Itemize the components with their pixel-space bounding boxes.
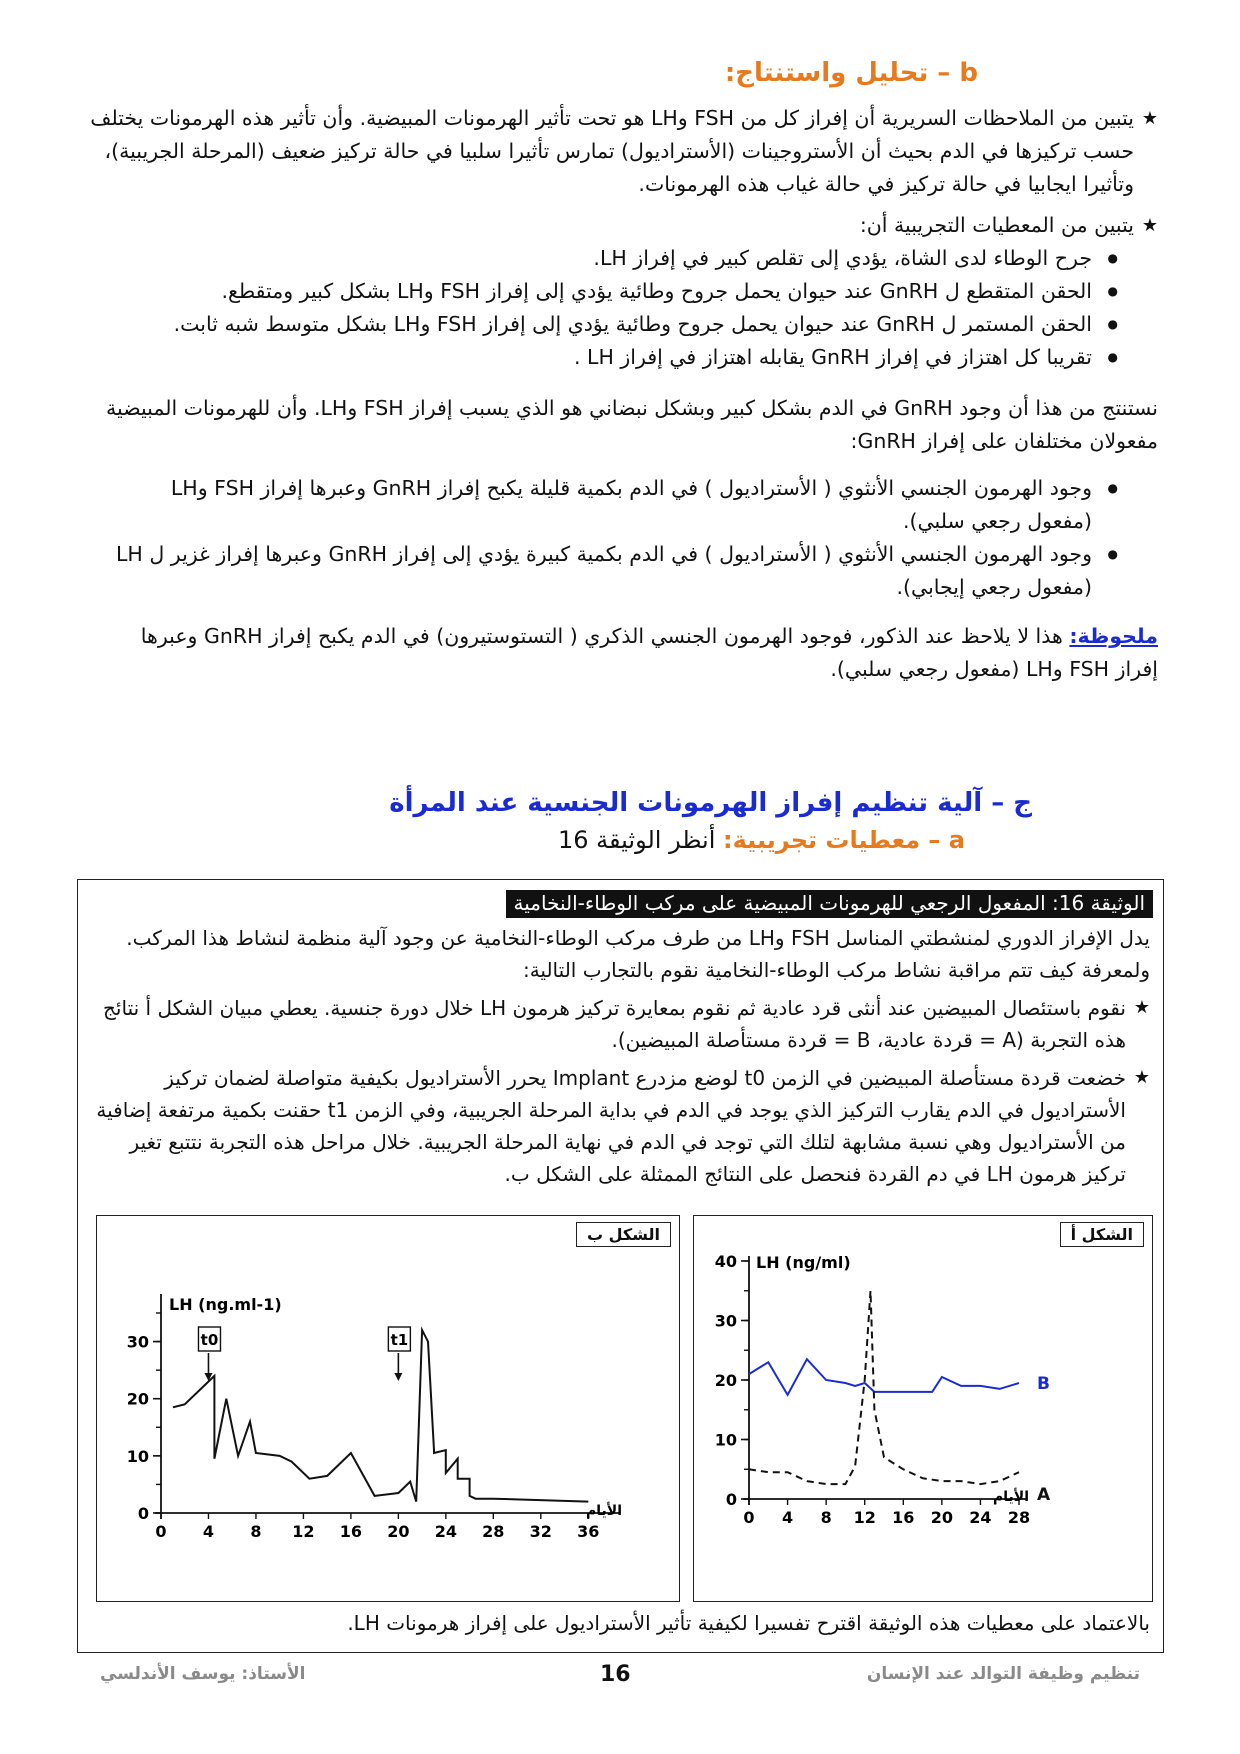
x-tick-label: 4 [782, 1508, 794, 1527]
x-tick-label: 28 [482, 1522, 505, 1541]
experiment-1: ★ نقوم باستئصال المبيضين عند أنثى قرد عادية ثم نقوم بمعايرة تركيز هرمون LH خلال دورة جنسية. يعطي مبيان الشكل أ نتائج هذه التجربة (A = قردة عادية، B = قردة مستأصلة المبيضين). [90, 992, 1150, 1056]
annotation-arrowhead-t1 [394, 1373, 402, 1381]
x-tick-label: 24 [434, 1522, 457, 1541]
chart-a [694, 1216, 1152, 1601]
series-line-lh [173, 1330, 588, 1502]
chart-b-panel [96, 1215, 680, 1602]
x-tick-label: 20 [387, 1522, 410, 1541]
x-tick-label: 20 [930, 1508, 953, 1527]
observation-clinical: ★ يتبين من الملاحظات السريرية أن إفراز كل من FSH وLH هو تحت تأثير الهرمونات المبيضية. وأن تأثير هذه الهرمونات يختلف حسب تركيزها في الدم بحيث أن الأستروجينات (الأستراديول) تمارس تأثيرا سلبيا في حالة تركيز ضعيف (المرحلة الجريبية)، وتأثيرا ايجابيا في حالة تركيز في حالة غياب هذه الهرمونات. [76, 102, 1158, 201]
subsection-a-heading [300, 826, 965, 854]
annotation-label-t0: t0 [200, 1331, 219, 1349]
list-item: ● وجود الهرمون الجنسي الأنثوي ( الأستراديول ) في الدم بكمية قليلة يكبح إفراز GnRH وعبرها إفراز FSH وLH (مفعول رجعي سلبي). [110, 472, 1118, 538]
list-item: ● جرح الوطاء لدى الشاة، يؤدي إلى تقلص كبير في إفراز LH. [76, 242, 1118, 275]
x-tick-label: 12 [853, 1508, 876, 1527]
footer-author: الأستاذ: يوسف الأندلسي [100, 1664, 306, 1684]
y-tick-label: 30 [714, 1311, 737, 1331]
y-axis-label: LH (ng.ml-1) [169, 1295, 282, 1314]
observation-experimental-intro: ★ يتبين من المعطيات التجريبية أن: [76, 209, 1158, 242]
y-tick-label: 20 [126, 1389, 149, 1409]
section-c-heading: ج – آلية تنظيم إفراز الهرمونات الجنسية عند المرأة [389, 788, 1032, 818]
note [76, 620, 1158, 686]
x-tick-label: 8 [820, 1508, 832, 1527]
conclusion-text: نستنتج من هذا أن وجود GnRH في الدم بشكل كبير وبشكل نبضاني هو الذي يسبب إفراز FSH وLH. وأن للهرمونات المبيضية مفعولان مختلفان على إفراز GnRH: [106, 396, 1158, 453]
subsection-a-prefix: a – معطيات تجريبية: [723, 826, 965, 854]
annotation-label-t1: t1 [390, 1331, 409, 1349]
note-label: ملحوظة: [1069, 624, 1158, 648]
y-axis-label: LH (ng/ml) [756, 1253, 851, 1272]
x-tick-label: 24 [969, 1508, 992, 1527]
series-label-b: B [1037, 1373, 1050, 1394]
section-b-heading: b – تحليل واستنتاج: [724, 58, 978, 88]
x-axis-label: الأيام [586, 1503, 622, 1519]
list-item: ● تقريبا كل اهتزاز في إفراز GnRH يقابله اهتزاز في إفراز LH . [76, 341, 1118, 374]
analysis-body [76, 102, 1158, 686]
y-tick-label: 0 [725, 1490, 737, 1509]
x-tick-label: 8 [250, 1522, 262, 1541]
y-tick-label: 10 [126, 1446, 149, 1466]
y-tick-label: 10 [714, 1430, 737, 1450]
series-line-a [749, 1291, 1019, 1484]
experimental-bullets [76, 242, 1158, 374]
x-tick-label: 32 [529, 1522, 552, 1541]
list-item: ● الحقن المتقطع ل GnRH عند حيوان يحمل جروح وطائية يؤدي إلى إفراز FSH وLH بشكل كبير ومتقطع. [76, 275, 1118, 308]
document-question: بالاعتماد على معطيات هذه الوثيقة اقترح تفسيرا لكيفية تأثير الأستراديول على إفراز هرمونات LH. [347, 1611, 1150, 1635]
x-tick-label: 36 [577, 1522, 600, 1541]
x-tick-label: 16 [892, 1508, 915, 1527]
ovarian-effects [76, 472, 1158, 604]
series-label-a: A [1037, 1485, 1051, 1506]
list-item: ● الحقن المستمر ل GnRH عند حيوان يحمل جروح وطائية يؤدي إلى إفراز FSH وLH بشكل متوسط شبه ثابت. [76, 308, 1118, 341]
series-line-b [749, 1359, 1019, 1395]
experiment-2: ★ خضعت قردة مستأصلة المبيضين في الزمن t0 لوضع مزدرع Implant يحرر الأستراديول بكيفية متواصلة لضمان تركيز الأستراديول في الدم يقارب التركيز الذي يوجد في الدم في بداية المرحلة الجريبية، وفي الزمن t1 حقنت بكمية مرتفعة إضافية من الأستراديول وهي نسبة مشابهة لتلك التي توجد في الدم في نهاية المرحلة الجريبية. خلال مراحل هذه التجربة نتتبع تغير تركيز هرمون LH في دم القردة فنحصل على النتائج الممثلة على الشكل ب. [90, 1062, 1150, 1190]
document-intro: يدل الإفراز الدوري لمنشطتي المناسل FSH وLH من طرف مركب الوطاء-النخامية عن وجود آلية منظمة لنشاط هذا المركب. ولمعرفة كيف تتم مراقبة نشاط مركب الوطاء-النخامية نقوم بالتجارب التالية: [126, 926, 1150, 982]
y-tick-label: 0 [137, 1504, 149, 1523]
document-title: الوثيقة 16: المفعول الرجعي للهرمونات المبيضية على مركب الوطاء-النخامية [506, 890, 1153, 918]
x-tick-label: 12 [292, 1522, 315, 1541]
chart-b [97, 1216, 679, 1601]
y-tick-label: 40 [714, 1252, 737, 1271]
page-number: 16 [600, 1662, 631, 1687]
x-tick-label: 16 [339, 1522, 363, 1541]
y-tick-label: 30 [126, 1332, 149, 1352]
x-tick-label: 0 [155, 1522, 167, 1541]
x-tick-label: 4 [202, 1522, 215, 1541]
document-text [90, 922, 1150, 1190]
chart-a-panel [693, 1215, 1153, 1602]
note-text: هذا لا يلاحظ عند الذكور، فوجود الهرمون الجنسي الذكري ( التستوستيرون) في الدم يكبح إفراز GnRH وعبرها إفراز FSH وLH (مفعول رجعي سلبي). [140, 624, 1158, 681]
chart-a-title: الشكل أ [1060, 1222, 1144, 1247]
chart-b-title: الشكل ب [576, 1222, 671, 1247]
list-item: ● وجود الهرمون الجنسي الأنثوي ( الأستراديول ) في الدم بكمية كبيرة يؤدي إلى إفراز GnRH وعبرها إفراز غزير ل LH (مفعول رجعي إيجابي). [110, 538, 1118, 604]
subsection-a-text: أنظر الوثيقة 16 [557, 826, 716, 854]
document-16-box [77, 879, 1164, 1653]
x-tick-label: 28 [1007, 1508, 1031, 1527]
footer-title: تنظيم وظيفة التوالد عند الإنسان [866, 1664, 1140, 1684]
x-axis-label: الأيام [993, 1489, 1029, 1505]
x-tick-label: 0 [743, 1508, 755, 1527]
y-tick-label: 20 [714, 1371, 737, 1390]
